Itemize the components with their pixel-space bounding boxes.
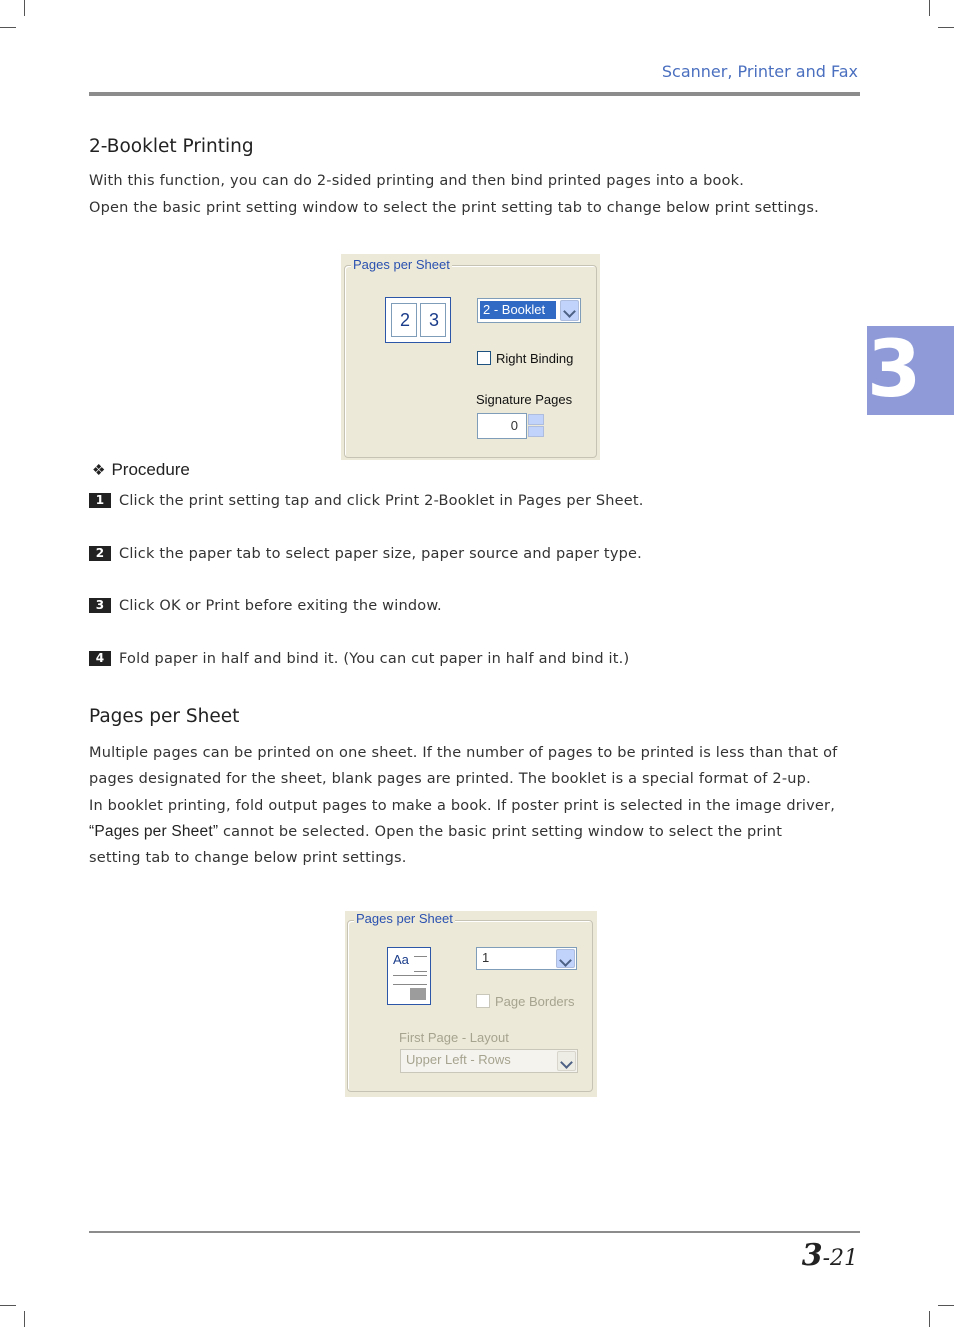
section-heading-booklet: 2-Booklet Printing [89,136,254,157]
step-text: Click the paper tab to select paper size, paper source and paper type. [119,546,642,562]
procedure-step [89,651,629,667]
step-text: Click the print setting tap and click Print 2-Booklet in Pages per Sheet. [119,493,644,509]
crop-mark [938,27,954,28]
chapter-tab [867,326,954,415]
group-label: Pages per Sheet [356,911,453,926]
paragraph-line: pages designated for the sheet, blank pages are printed. The booklet is a special format of 2-up. [89,771,811,788]
booklet-dialog-screenshot [341,254,600,460]
paragraph-line: Open the basic print setting window to select the print setting tab to change below print settings. [89,200,819,216]
page-thumbnail-left [391,303,417,337]
page-text-sample: Aa [393,952,409,967]
page-thumbnail-right [420,303,446,337]
spin-up-icon[interactable] [528,414,544,425]
page-borders-label: Page Borders [495,994,575,1009]
chevron-down-icon[interactable] [557,1051,576,1071]
footer-rule [89,1231,860,1233]
paragraph-line: Multiple pages can be printed on one sheet. If the number of pages to be printed is less than that of [89,745,838,761]
signature-pages-label: Signature Pages [476,392,573,407]
paragraph-line: With this function, you can do 2-sided printing and then bind printed pages into a book. [89,173,745,189]
procedure-step [89,493,644,509]
first-page-layout-label: First Page - Layout [399,1030,509,1045]
crop-mark [929,0,930,16]
section-heading-pages-per-sheet: Pages per Sheet [89,706,240,727]
booklet-preview [385,297,451,343]
text-lines-icon [414,956,427,972]
combo-value: Upper Left - Rows [406,1052,511,1067]
signature-value: 0 [510,418,518,433]
quoted-term: “Pages per Sheet” [89,822,219,840]
section-body-pages-per-sheet [89,740,869,871]
procedure-step [89,546,642,562]
pages-per-sheet-dialog-screenshot [345,911,597,1097]
step-number-badge: 4 [89,651,111,666]
crop-mark [938,1305,954,1306]
step-number-badge: 3 [89,598,111,613]
combo-value: 1 [482,950,490,965]
paragraph-line: setting tab to change below print settings. [89,850,407,867]
first-page-layout-select[interactable] [400,1049,578,1073]
crop-mark [24,1311,25,1327]
crop-mark [24,0,25,16]
step-text: Fold paper in half and bind it. (You can cut paper in half and bind it.) [119,651,630,667]
chapter-tab-number: 3 [867,326,922,415]
page-number-chapter: 3 [801,1238,823,1273]
right-binding-label: Right Binding [496,351,574,366]
page-borders-checkbox[interactable] [476,994,490,1008]
text-lines-icon [393,975,427,985]
step-text: Click OK or Print before exiting the window. [119,598,442,614]
paragraph-text: cannot be selected. Open the basic print setting window to select the print [218,823,783,840]
right-binding-checkbox[interactable] [477,351,491,365]
crop-mark [929,1311,930,1327]
thumb-number: 2 [400,310,411,330]
single-page-preview [387,947,431,1005]
paragraph-line: In booklet printing, fold output pages to make a book. If poster print is selected in the image driver, [89,797,836,814]
pages-per-sheet-select[interactable] [476,947,577,970]
paragraph-line [89,819,869,845]
chevron-down-icon[interactable] [556,949,575,968]
spin-down-icon[interactable] [528,426,544,437]
header-rule [89,92,860,96]
thumb-number: 3 [429,310,440,330]
procedure-heading-text: Procedure [111,460,190,479]
running-header: Scanner, Printer and Fax [661,62,858,81]
crop-mark [0,1305,16,1306]
chevron-down-icon[interactable] [560,300,579,321]
combo-value: 2 - Booklet [480,301,556,319]
group-label: Pages per Sheet [353,257,450,272]
section-body-booklet [89,168,869,222]
step-number-badge: 1 [89,493,111,508]
step-number-badge: 2 [89,546,111,561]
page-number-page: -21 [822,1246,858,1271]
diamond-bullet-icon: ❖ [92,462,106,479]
signature-pages-input[interactable] [477,413,527,439]
crop-mark [0,27,16,28]
procedure-step [89,598,442,614]
page-number [802,1238,858,1273]
procedure-heading [92,460,190,480]
pages-per-sheet-select[interactable] [477,298,581,323]
image-placeholder-icon [410,988,426,1000]
